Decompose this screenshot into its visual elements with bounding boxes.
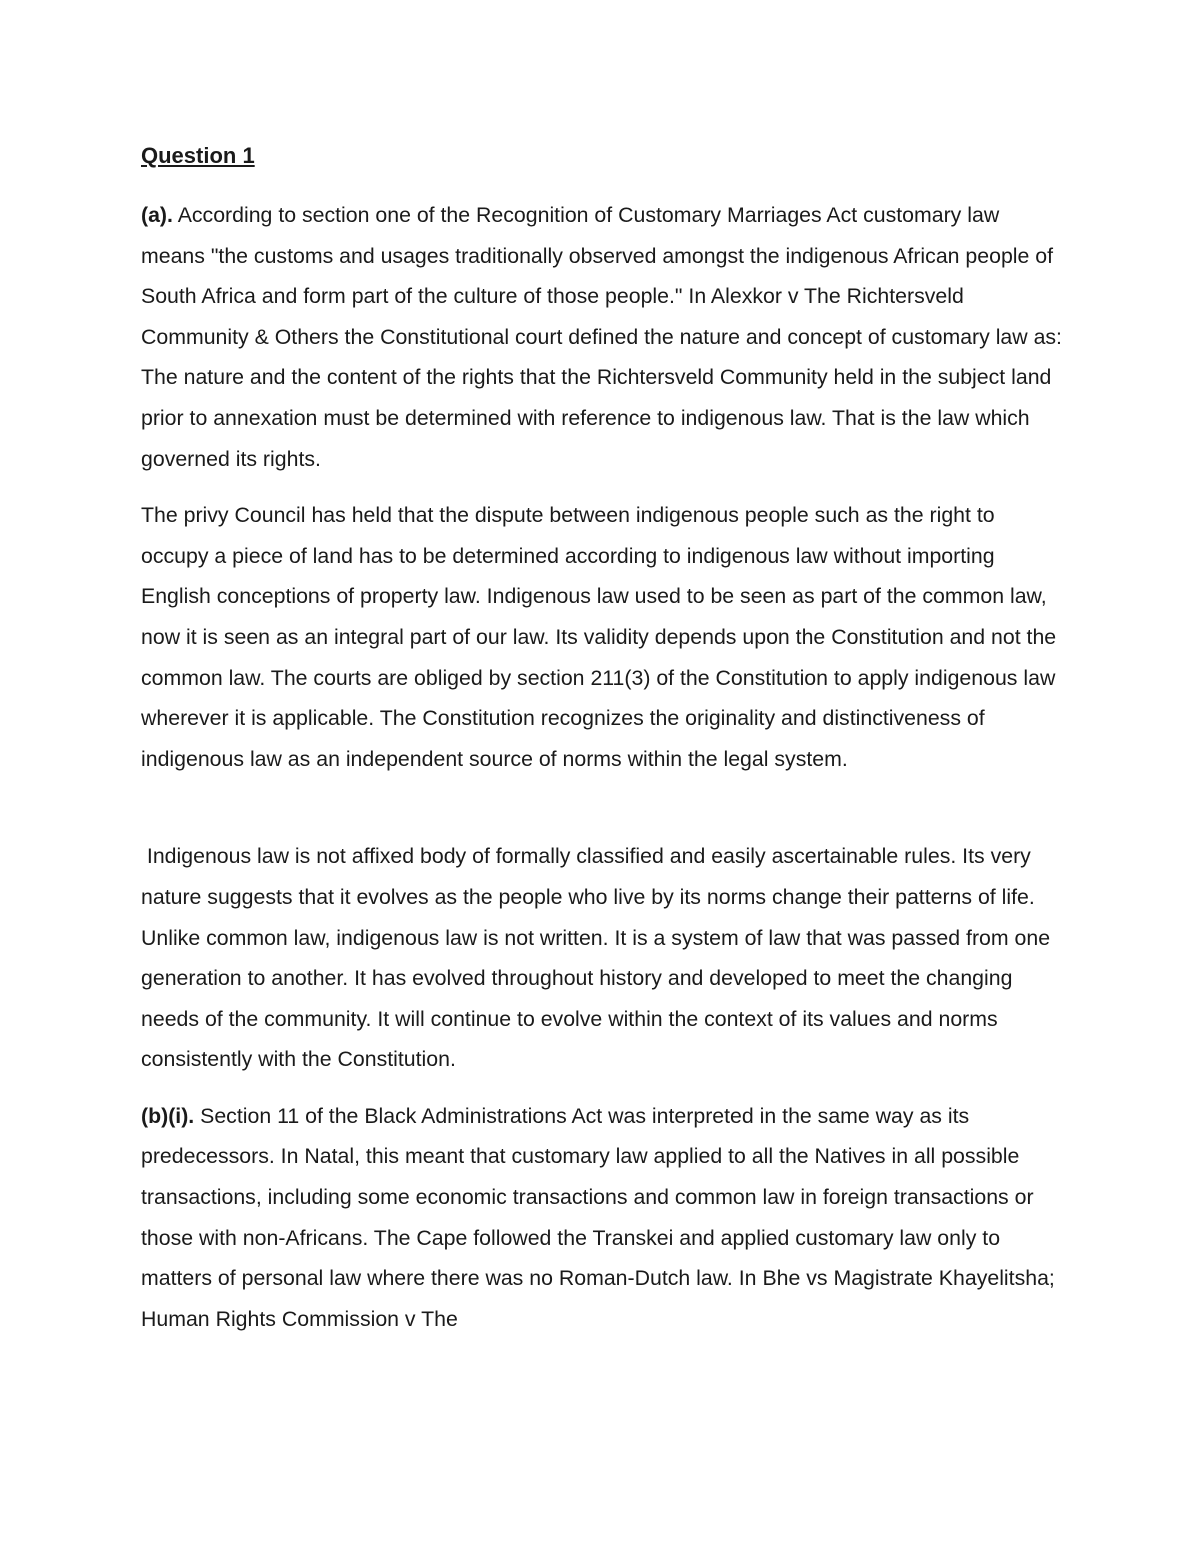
paragraph-a-text: According to section one of the Recognition of Customary Marriages Act customary law means "the customs and usages traditionally observed amongst the indigenous African people of South Africa and form part of the culture of those people." In Alexkor v The Richtersveld Community & Others the Constitutional court defined the nature and concept of customary law as: The nature and the content of the rights that the Richtersveld Community held in the subject land prior to annexation must be determined with reference to indigenous law. That is the law which governed its rights. <box>141 203 1062 471</box>
paragraph-privy-council: The privy Council has held that the dispute between indigenous people such as the right to occupy a piece of land has to be determined according to indigenous law without importing English conceptions of property law. Indigenous law used to be seen as part of the common law, now it is seen as an integral part of our law. Its validity depends upon the Constitution and not the common law. The courts are obliged by section 211(3) of the Constitution to apply indigenous law wherever it is applicable. The Constitution recognizes the originality and distinctiveness of indigenous law as an independent source of norms within the legal system. <box>141 503 1057 771</box>
paragraph-indigenous-law <box>141 836 1066 1080</box>
paragraph-a <box>141 195 1066 479</box>
paragraph-spacer <box>141 779 1066 836</box>
paragraph-a-label: (a). <box>141 203 173 227</box>
question-heading: Question 1 <box>141 143 255 168</box>
paragraph-indigenous-law-text: Indigenous law is not affixed body of formally classified and easily ascertainable rules. Its very nature suggests that it evolves as the people who live by its norms change their patterns of life. Unlike common law, indigenous law is not written. It is a system of law that was passed from one generation to another. It has evolved throughout history and developed to meet the changing needs of the community. It will continue to evolve within the context of its values and norms consistently with the Constitution. <box>141 844 1056 1072</box>
paragraph-b-i <box>141 1096 1066 1340</box>
paragraph-b-i-label: (b)(i). <box>141 1103 195 1128</box>
paragraph-spacer <box>141 1080 1066 1096</box>
document-page <box>141 138 1066 1339</box>
paragraph-b-i-text: Section 11 of the Black Administrations Act was interpreted in the same way as its predecessors. In Natal, this meant that customary law applied to all the Natives in all possible transactions, including some economic transactions and common law in foreign transactions or those with non-Africans. The Cape followed the Transkei and applied customary law only to matters of personal law where there was no Roman-Dutch law. In Bhe vs Magistrate Khayelitsha; Human Rights Commission v The <box>141 1103 1055 1331</box>
paragraph-spacer <box>141 479 1066 495</box>
